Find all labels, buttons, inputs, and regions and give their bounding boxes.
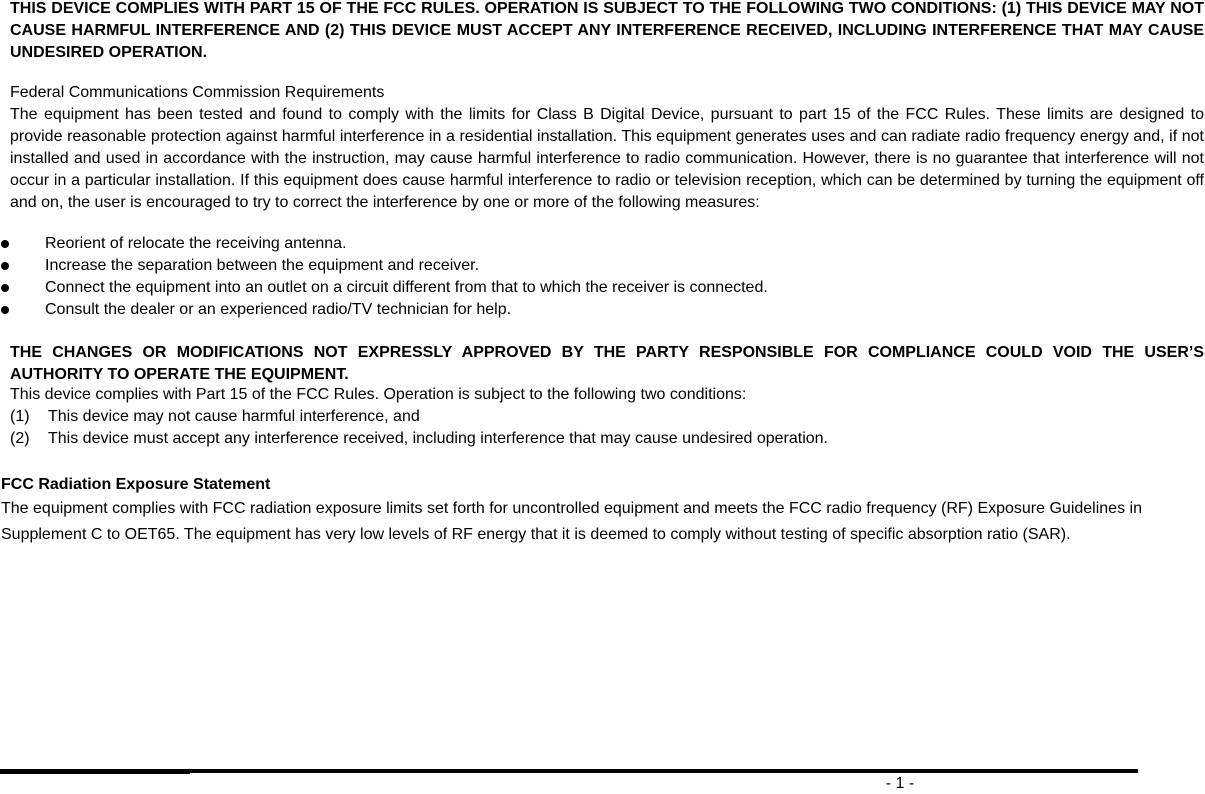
fcc-requirements-section [10,82,1204,214]
list-item [10,406,1204,428]
bullet-icon [1,262,9,270]
part15-notice: THIS DEVICE COMPLIES WITH PART 15 OF THE FCC RULES. OPERATION IS SUBJECT TO THE FOLLOWING TWO CONDITIONS: (1) THIS DEVICE MAY NOT CAUSE HARMFUL INTERFERENCE AND (2) THIS DEVICE MUST ACCEPT ANY INTERFERENCE RECEIVED, INCLUDING INTERFERENCE THAT MAY CAUSE UNDESIRED OPERATION. [10,0,1204,61]
compliance-statement: This device complies with Part 15 of the FCC Rules. Operation is subject to the following two conditions: [10,386,747,403]
condition-text: This device must accept any interference received, including interference that may cause undesired operation. [48,430,828,447]
list-item [0,255,1200,277]
list-item [10,428,1204,450]
bullet-icon [1,306,9,314]
fcc-requirements-body: The equipment has been tested and found to comply with the limits for Class B Digital Device, pursuant to part 15 of the FCC Rules. These limits are designed to provide reasonable protection against harmful interference in a residential installation. This equipment generates uses and can radiate radio frequency energy and, if not installed and used in accordance with the instruction, may cause harmful interference to radio communication. However, there is no guarantee that interference will not occur in a particular installation. If this equipment does cause harmful interference to radio or television reception, which can be determined by turning the equipment off and on, the user is encouraged to try to correct the interference by one or more of the following measures: [10,106,1204,211]
condition-number: (2) [10,430,30,447]
fcc-requirements-heading: Federal Communications Commission Requirements [10,84,385,101]
list-item [0,233,1200,255]
condition-number: (1) [10,408,30,425]
bullet-icon [1,284,9,292]
bullet-icon [1,240,9,248]
rf-exposure-title: FCC Radiation Exposure Statement [1,476,271,493]
changes-notice: THE CHANGES OR MODIFICATIONS NOT EXPRESSLY APPROVED BY THE PARTY RESPONSIBLE FOR COMPLIANCE COULD VOID THE USER’S AUTHORITY TO OPERATE THE EQUIPMENT. [10,344,1204,383]
rf-exposure-section [1,474,1201,548]
list-item [0,299,1200,321]
compliance-section [10,384,1204,450]
footer-divider-thin [0,773,190,774]
conditions-list [10,406,1204,450]
measure-text: Increase the separation between the equipment and receiver. [45,257,480,274]
list-item [0,277,1200,299]
measure-text: Consult the dealer or an experienced radio/TV technician for help. [45,301,512,318]
measure-text: Reorient of relocate the receiving antenna. [45,235,347,252]
measures-list [0,233,1200,321]
page-number: - 1 - [885,775,915,792]
rf-exposure-body: The equipment complies with FCC radiation exposure limits set forth for uncontrolled equipment and meets the FCC radio frequency (RF) Exposure Guidelines in Supplement C to OET65. The equipment has very low levels of RF energy that it is deemed to comply without testing of specific absorption ratio (SAR). [1,500,1142,543]
measure-text: Connect the equipment into an outlet on a circuit different from that to which the receiver is connected. [45,279,768,296]
condition-text: This device may not cause harmful interference, and [48,408,420,425]
